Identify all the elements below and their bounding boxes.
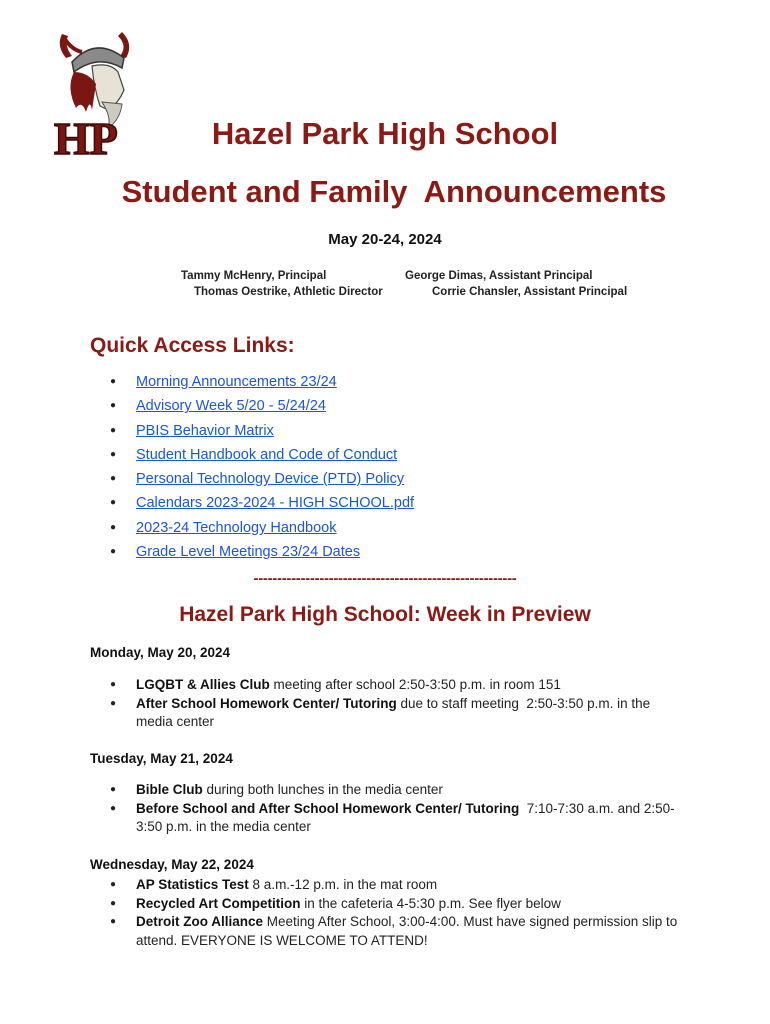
event-title: Bible Club (136, 782, 203, 797)
events-tuesday (110, 781, 690, 837)
list-item (110, 419, 414, 443)
list-item (110, 443, 414, 467)
staff-assistant-principal-2: Corrie Chansler, Assistant Principal (432, 286, 628, 298)
event-title: LGQBT & Allies Club (136, 677, 270, 692)
list-item (110, 895, 690, 914)
svg-text:HP: HP (54, 113, 118, 162)
link-technology-handbook[interactable]: 2023-24 Technology Handbook (136, 519, 337, 536)
event-title: After School Homework Center/ Tutoring (136, 695, 397, 711)
list-item (110, 800, 690, 837)
staff-assistant-principal-1: George Dimas, Assistant Principal (405, 270, 593, 282)
list-item (110, 876, 690, 895)
list-item (110, 781, 690, 800)
list-item (110, 467, 414, 491)
announcements-title: Student and Family Announcements (121, 174, 667, 209)
date-range: May 20-24, 2024 (328, 231, 442, 248)
list-item (110, 695, 690, 732)
link-grade-level-meetings[interactable]: Grade Level Meetings 23/24 Dates (136, 544, 361, 561)
list-item (110, 394, 414, 418)
event-title: Detroit Zoo Alliance (136, 914, 264, 929)
event-detail: 7:10-7:30 a.m. and 2:50-3:50 p.m. in the media center (136, 800, 675, 834)
school-name-title: Hazel Park High School (211, 116, 559, 151)
list-item (110, 516, 414, 540)
event-detail: 8 a.m.-12 p.m. in the mat room (248, 877, 438, 892)
staff-principal: Tammy McHenry, Principal (181, 270, 327, 282)
day-heading-wednesday: Wednesday, May 22, 2024 (90, 857, 254, 872)
events-wednesday (110, 876, 690, 950)
list-item (110, 370, 414, 394)
event-title: Before School and After School Homework Center/ Tutoring (136, 800, 520, 816)
day-heading-tuesday: Tuesday, May 21, 2024 (90, 751, 233, 766)
link-pbis-matrix[interactable]: PBIS Behavior Matrix (136, 422, 274, 439)
staff-athletic-director: Thomas Oestrike, Athletic Director (194, 286, 383, 298)
link-advisory-week[interactable]: Advisory Week 5/20 - 5/24/24 (136, 398, 326, 415)
quick-access-heading: Quick Access Links: (90, 334, 295, 357)
events-monday (110, 676, 690, 732)
list-item (110, 540, 414, 564)
event-title: AP Statistics Test (136, 877, 249, 892)
week-preview-heading: Hazel Park High School: Week in Preview (179, 603, 591, 626)
link-morning-announcements[interactable]: Morning Announcements 23/24 (136, 374, 337, 390)
event-title: Recycled Art Competition (136, 895, 301, 911)
event-detail: due to staff meeting 2:50-3:50 p.m. in the media center (136, 695, 654, 729)
list-item (110, 676, 690, 695)
link-calendars[interactable]: Calendars 2023-2024 - HIGH SCHOOL.pdf (136, 495, 415, 512)
quick-access-list (110, 370, 414, 564)
link-ptd-policy[interactable]: Personal Technology Device (PTD) Policy (136, 471, 405, 488)
list-item (110, 913, 690, 950)
section-divider: -------------------------------------------------------- (253, 570, 517, 587)
event-detail: in the cafeteria 4-5:30 p.m. See flyer below (300, 895, 561, 911)
event-detail: meeting after school 2:50-3:50 p.m. in room 151 (269, 677, 561, 692)
event-detail: during both lunches in the media center (202, 782, 443, 797)
link-student-handbook[interactable]: Student Handbook and Code of Conduct (136, 446, 398, 463)
list-item (110, 491, 414, 515)
event-detail: Meeting After School, 3:00-4:00. Must have signed permission slip to attend. EVERYONE IS WELCOME TO ATTEND! (136, 914, 678, 948)
day-heading-monday: Monday, May 20, 2024 (90, 645, 231, 660)
